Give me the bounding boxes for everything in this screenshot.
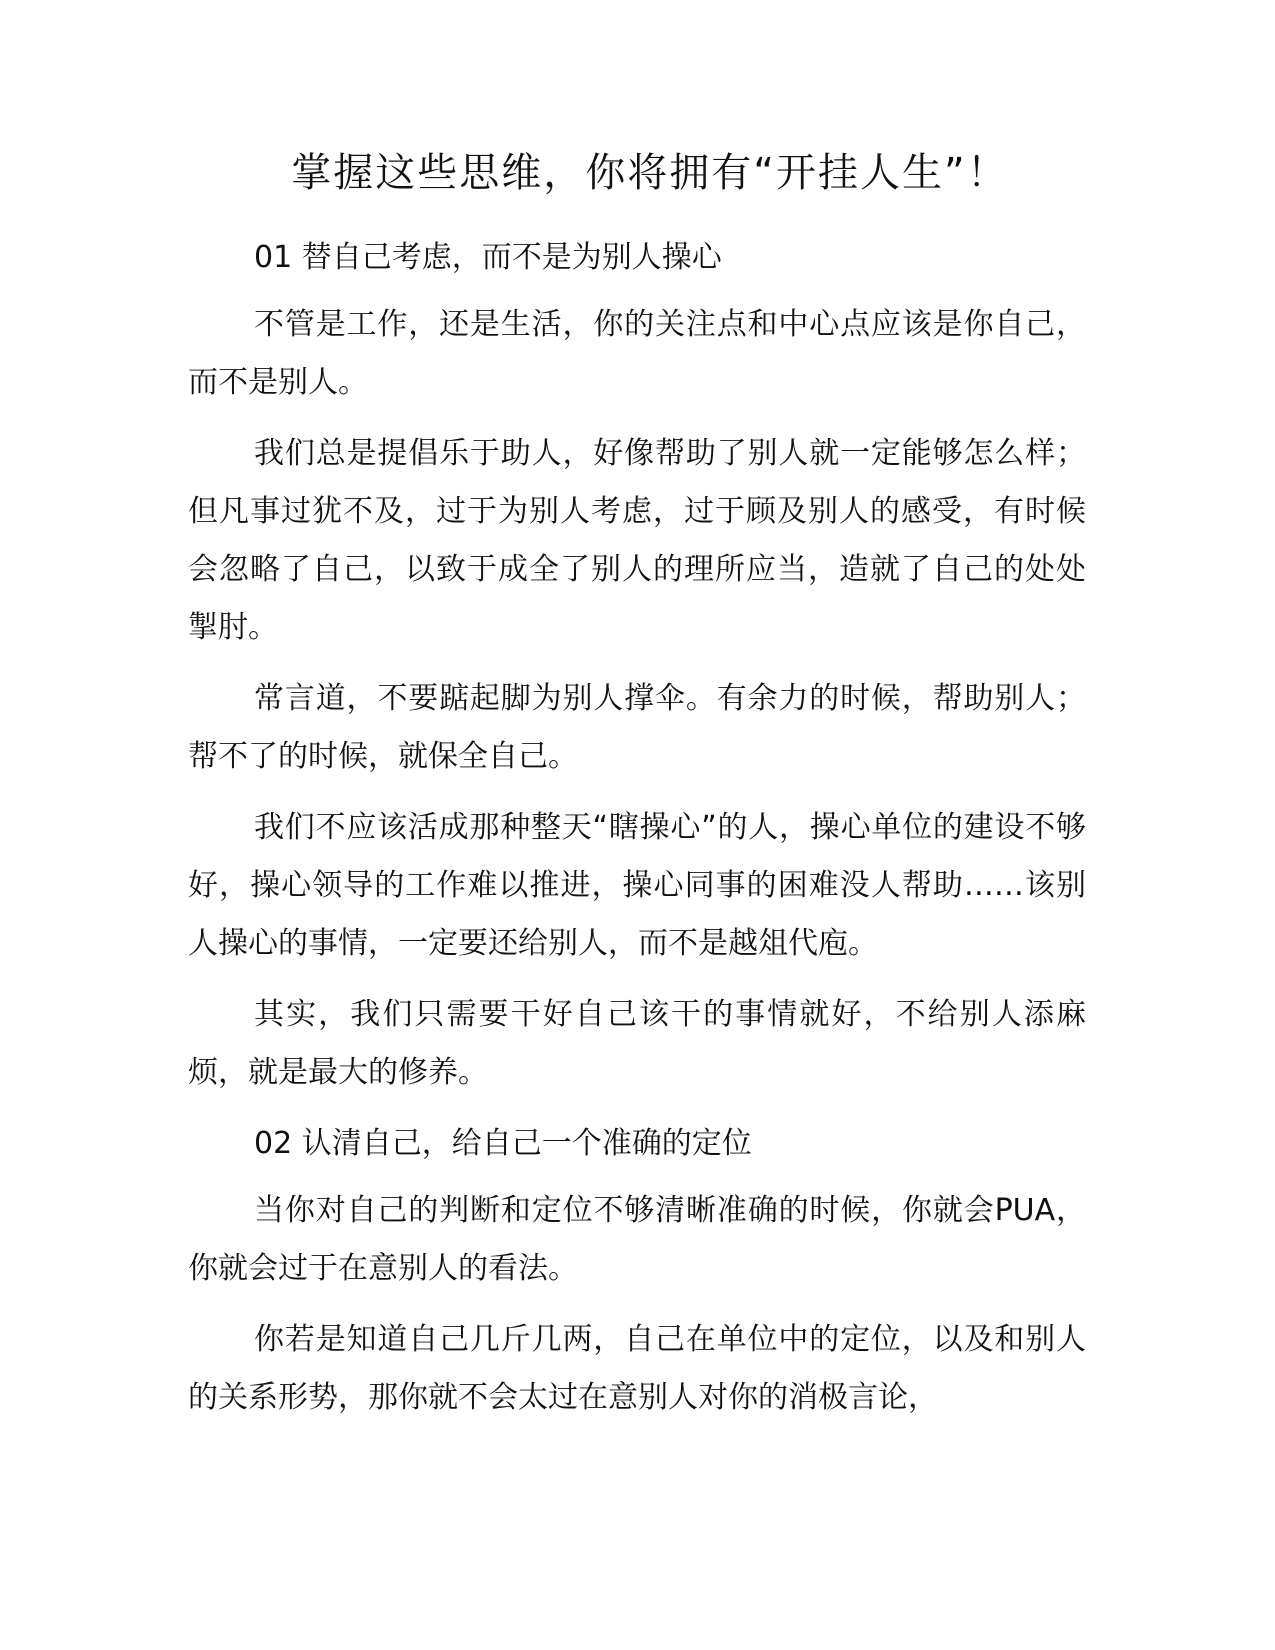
body-paragraph: 常言道，不要踮起脚为别人撑伞。有余力的时候，帮助别人；帮不了的时候，就保全自己。 [188,681,1086,774]
body-paragraph: 你若是知道自己几斤几两，自己在单位中的定位，以及和别人的关系形势，那你就不会太过在意别人对你的消极言论， [188,1322,1086,1415]
body-paragraph: 我们不应该活成那种整天“瞎操心”的人，操心单位的建设不够好，操心领导的工作难以推进，操心同事的困难没人帮助……该别人操心的事情，一定要还给别人，而不是越俎代庖。 [188,810,1086,961]
body-paragraph: 不管是工作，还是生活，你的关注点和中心点应该是你自己，而不是别人。 [188,307,1086,400]
section-heading-01: 01 替自己考虑，而不是为别人操心 [254,240,722,275]
section-heading-02: 02 认清自己，给自己一个准确的定位 [254,1126,752,1161]
body-paragraph: 当你对自己的判断和定位不够清晰准确的时候，你就会PUA，你就会过于在意别人的看法。 [188,1193,1086,1286]
body-paragraph: 其实，我们只需要干好自己该干的事情就好，不给别人添麻烦，就是最大的修养。 [188,997,1086,1090]
document-body [188,229,1086,1440]
document-title: 掌握这些思维，你将拥有“开挂人生”！ [291,150,1009,196]
body-paragraph: 我们总是提倡乐于助人，好像帮助了别人就一定能够怎么样；但凡事过犹不及，过于为别人考虑，过于顾及别人的感受，有时候会忽略了自己，以致于成全了别人的理所应当，造就了自己的处处掣肘。 [188,436,1086,645]
